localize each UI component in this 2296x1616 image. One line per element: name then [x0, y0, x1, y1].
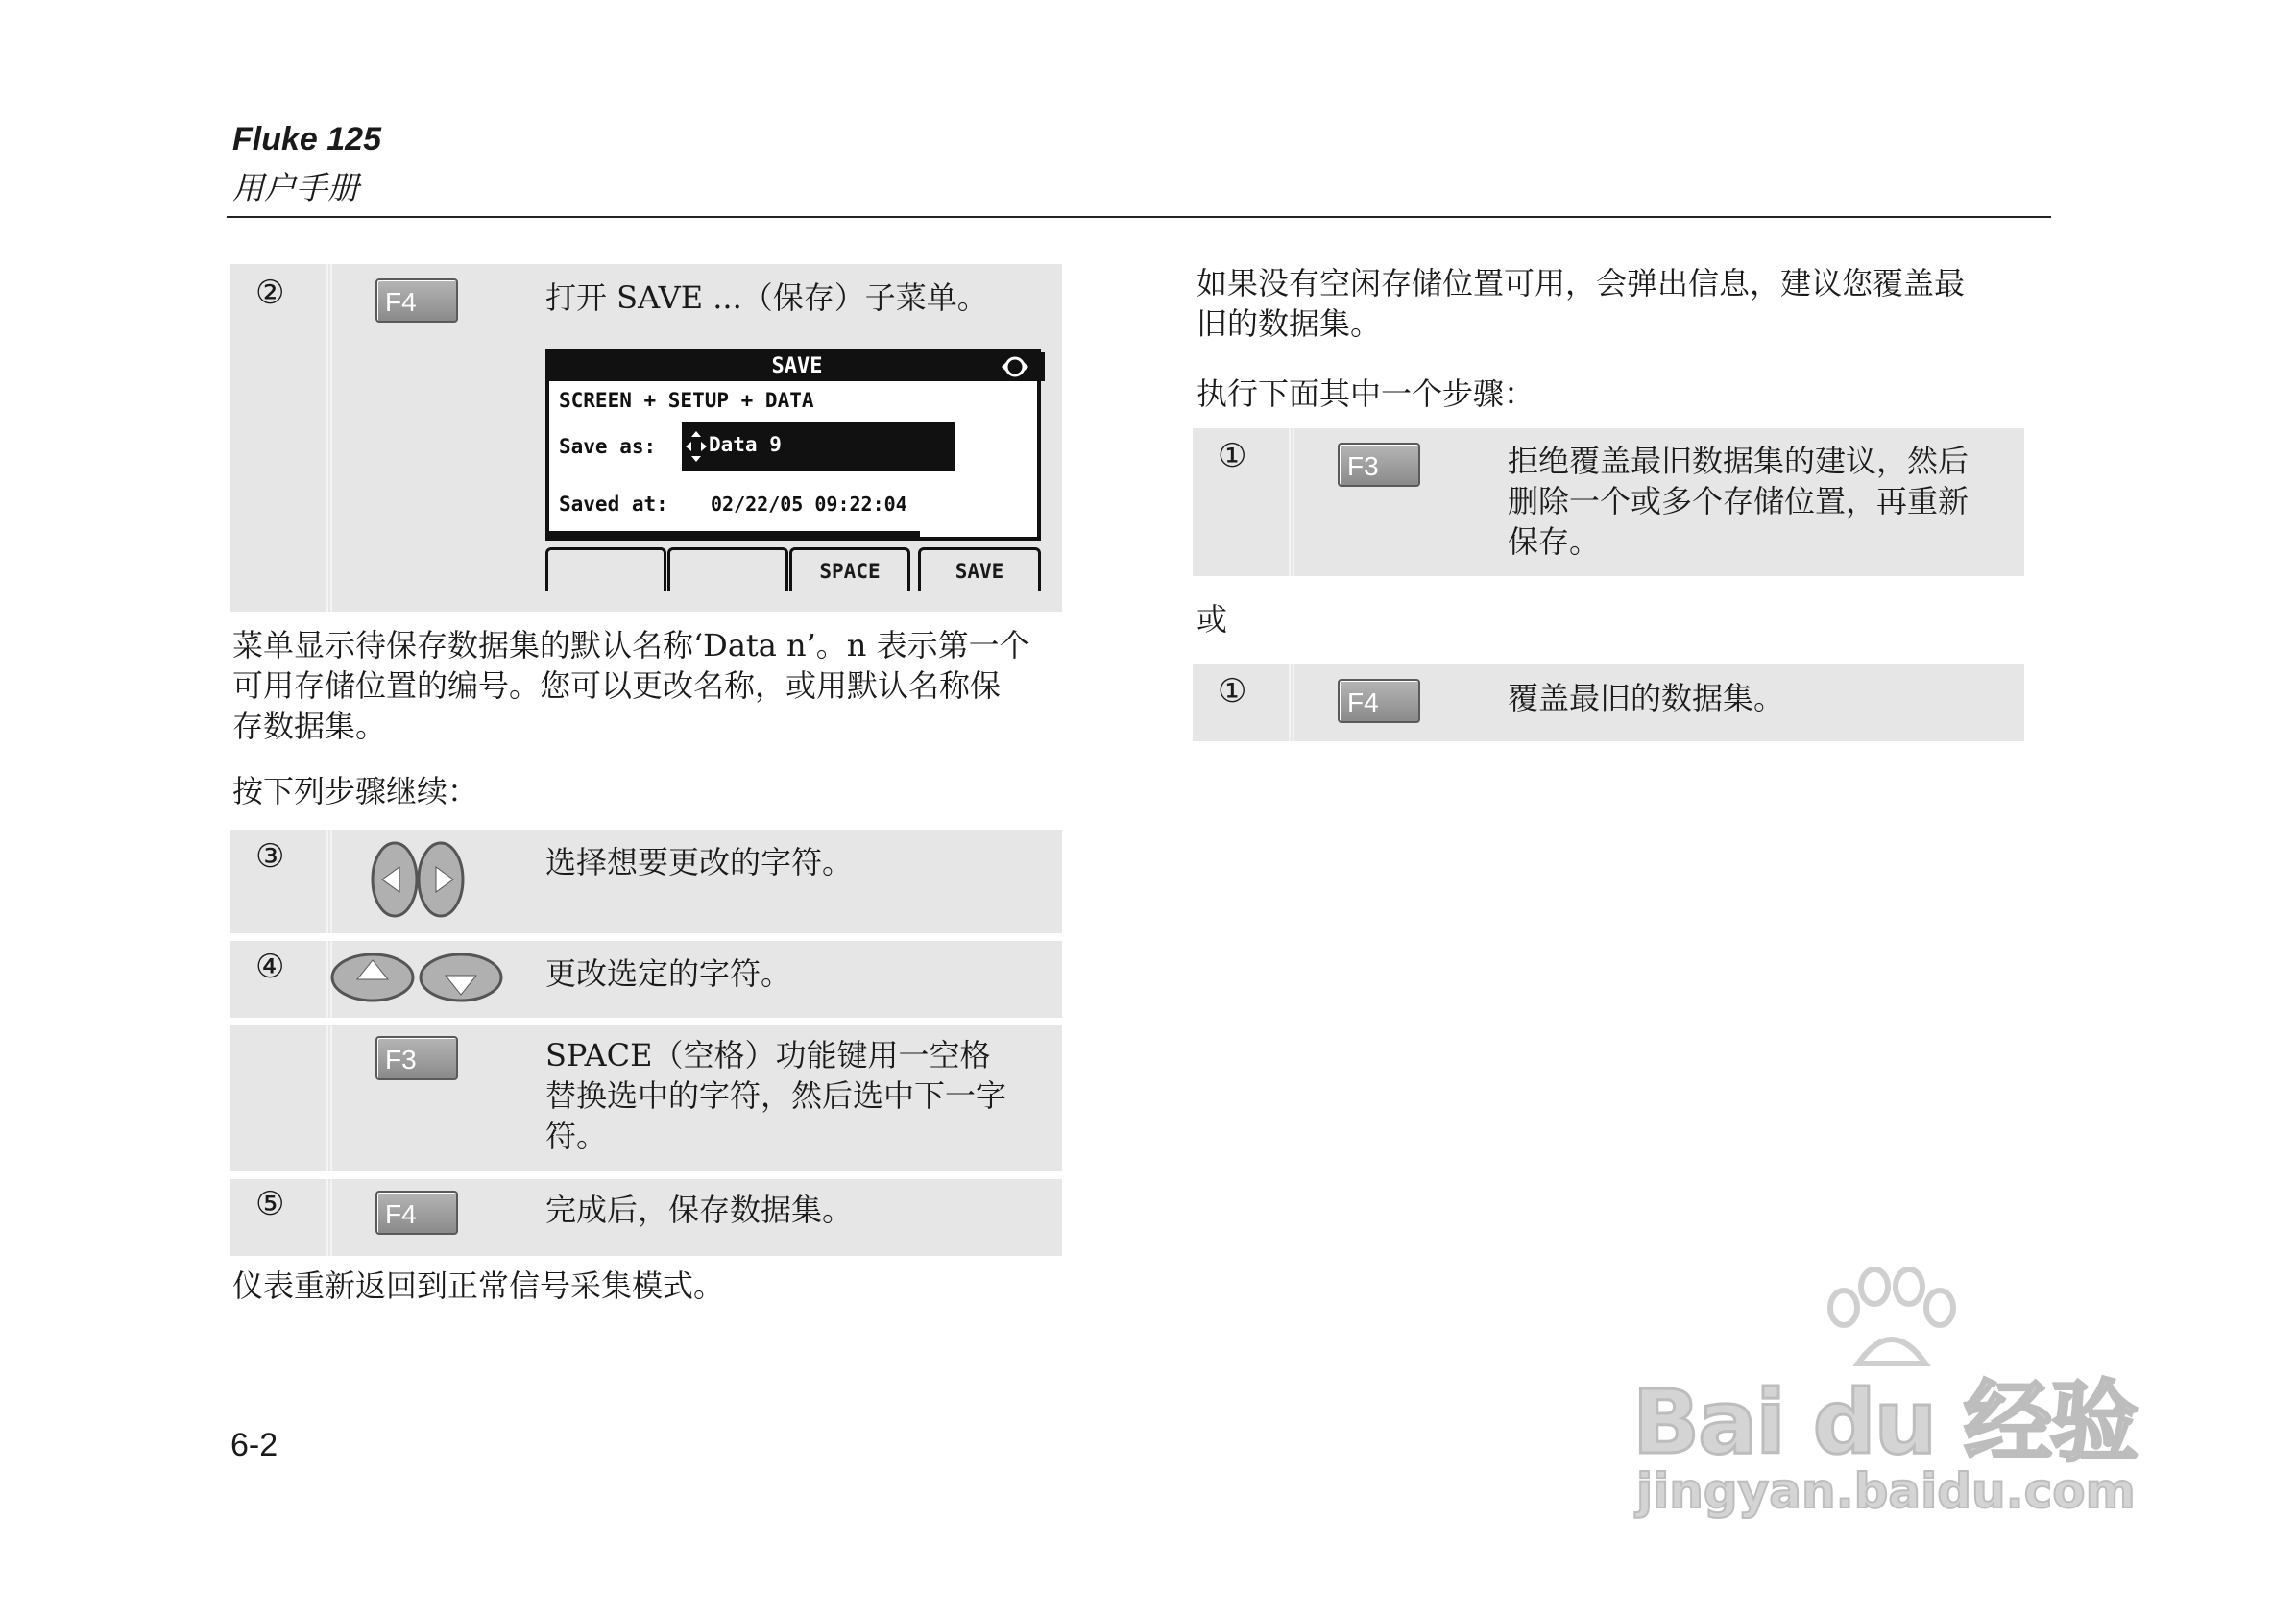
step-text-line: 拒绝覆盖最旧数据集的建议，然后 — [1508, 443, 1970, 479]
step-reject-number: ① — [1218, 437, 1247, 475]
column-divider — [326, 830, 328, 933]
step-3-number: ③ — [255, 837, 285, 876]
save-menu-screen — [545, 349, 1041, 595]
header-divider — [227, 216, 2051, 218]
lcd-title: SAVE — [771, 354, 823, 378]
scroll-arrows-icon — [1001, 356, 1029, 377]
column-divider — [1289, 428, 1291, 576]
lcd-frame — [545, 349, 1041, 541]
column-divider — [326, 1179, 328, 1256]
left-right-arrow-keys-icon — [371, 840, 467, 919]
paragraph-line: 旧的数据集。 — [1196, 305, 1382, 342]
softkey-f2 — [667, 547, 788, 591]
column-divider — [326, 941, 328, 1018]
lcd-save-as-value: Data 9 — [709, 433, 782, 456]
step-4-text: 更改选定的字符。 — [545, 955, 792, 992]
lcd-mode-line: SCREEN + SETUP + DATA — [559, 389, 814, 412]
column-divider — [330, 1179, 332, 1256]
column-divider — [1293, 664, 1294, 741]
column-divider — [1293, 428, 1294, 576]
lcd-save-as-field — [682, 422, 955, 471]
choose-step-instruction: 执行下面其中一个步骤： — [1196, 375, 1535, 412]
return-note: 仪表重新返回到正常信号采集模式。 — [232, 1267, 725, 1304]
step-3-text: 选择想要更改的字符。 — [545, 844, 854, 880]
paragraph-line: 菜单显示待保存数据集的默认名称‘Data n’。n 表示第一个 — [232, 627, 1030, 663]
paragraph-line: 如果没有空闲存储位置可用，会弹出信息，建议您覆盖最 — [1196, 265, 1966, 301]
lcd-saved-at-value: 02/22/05 09:22:04 — [711, 493, 907, 516]
step-text-line: 符。 — [545, 1118, 608, 1154]
manual-title: Fluke 125 — [232, 121, 381, 157]
step-text-line: 删除一个或多个存储位置，再重新 — [1508, 483, 1970, 519]
column-divider — [330, 830, 332, 933]
f4-key-icon: F4 — [375, 1191, 458, 1235]
cursor-arrows-icon — [686, 431, 707, 462]
continue-instruction: 按下列步骤继续： — [232, 773, 479, 809]
step-overwrite-text: 覆盖最旧的数据集。 — [1508, 680, 1785, 716]
paragraph-line: 存数据集。 — [232, 708, 387, 744]
paragraph-line: 可用存储位置的编号。您可以更改名称，或用默认名称保 — [232, 667, 1002, 704]
step-2-number: ② — [255, 274, 285, 312]
f3-key-icon: F3 — [1338, 443, 1420, 487]
default-name-paragraph — [232, 625, 1077, 746]
lcd-save-as-label: Save as: — [559, 435, 657, 458]
softkey-f4-save: SAVE — [918, 547, 1041, 591]
lcd-title-bar — [549, 352, 1045, 381]
column-divider — [330, 1025, 332, 1171]
step-f3-text — [545, 1035, 1006, 1156]
f4-key-icon: F4 — [375, 278, 458, 323]
step-text-line: SPACE（空格）功能键用一空格 — [545, 1037, 991, 1073]
step-2-text: 打开 SAVE ...（保存）子菜单。 — [545, 279, 988, 316]
f3-key-icon: F3 — [375, 1036, 458, 1080]
step-reject-text — [1508, 441, 1969, 562]
page-number: 6-2 — [230, 1427, 278, 1463]
column-divider — [326, 264, 328, 612]
column-divider — [1289, 664, 1291, 741]
manual-subtitle: 用户手册 — [232, 170, 359, 205]
up-down-arrow-keys-icon — [330, 951, 503, 1004]
no-free-location-paragraph — [1196, 263, 2042, 344]
baidu-jingyan-watermark — [1632, 1267, 2170, 1556]
lcd-saved-at-label: Saved at: — [559, 493, 668, 516]
lcd-bottom-bar — [545, 531, 920, 541]
softkey-f1 — [545, 547, 666, 591]
watermark-brand: Bai du 经验 — [1632, 1371, 2138, 1474]
softkey-f3-space: SPACE — [789, 547, 910, 591]
step-text-line: 替换选中的字符，然后选中下一字 — [545, 1077, 1007, 1114]
step-5-number: ⑤ — [255, 1185, 285, 1223]
or-label: 或 — [1196, 601, 1228, 638]
step-overwrite-number: ① — [1218, 672, 1247, 711]
step-5-text: 完成后，保存数据集。 — [545, 1192, 854, 1228]
column-divider — [326, 1025, 328, 1171]
column-divider — [330, 264, 332, 612]
step-4-number: ④ — [255, 948, 285, 986]
watermark-url: jingyan.baidu.com — [1636, 1463, 2136, 1519]
step-text-line: 保存。 — [1508, 523, 1601, 560]
f4-key-icon: F4 — [1338, 679, 1420, 723]
